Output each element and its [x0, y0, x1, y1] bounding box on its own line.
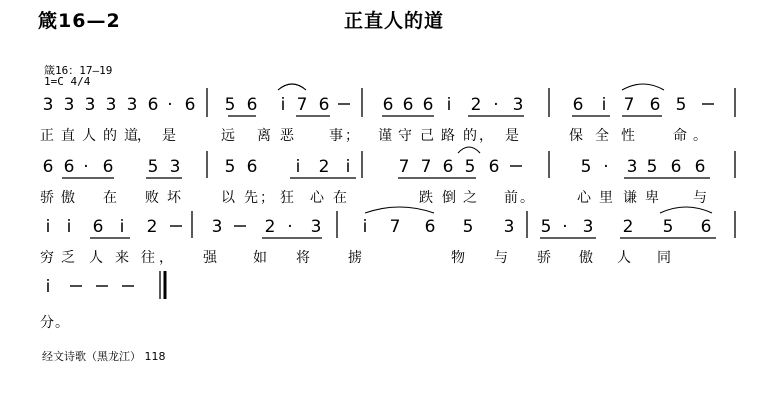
lyric-syllable: ，	[479, 128, 493, 144]
lyric-syllable: 同	[657, 250, 671, 266]
lyric-syllable: 守	[398, 128, 412, 144]
note: 3	[582, 217, 594, 237]
scripture-reference: 箴16：17—19	[44, 64, 113, 77]
note: 5	[675, 95, 687, 115]
lyric-syllable: 是	[505, 128, 519, 144]
lyric-syllable: ；	[260, 190, 274, 206]
note: 5	[540, 217, 552, 237]
note: 3	[503, 217, 515, 237]
lyric-syllable: 骄	[40, 190, 54, 206]
note: 6	[572, 95, 584, 115]
scripture-code: 箴16—2	[38, 10, 121, 32]
lyric-syllable: 之	[463, 190, 477, 206]
lyric-syllable: 直	[61, 128, 75, 144]
lyric-syllable: ，	[159, 250, 173, 266]
lyric-syllable: 以	[221, 190, 235, 206]
lyric-syllable: 倒	[442, 190, 456, 206]
note: ·	[562, 217, 568, 237]
note: i	[119, 217, 125, 237]
note: 3	[626, 157, 638, 177]
note: 3	[169, 157, 181, 177]
note: 2	[264, 217, 276, 237]
lyric-syllable: 狂	[280, 190, 294, 206]
note: 6	[318, 95, 330, 115]
lyric-syllable: 强	[203, 250, 217, 266]
lyric-syllable: 前	[504, 190, 518, 206]
note: 6	[184, 95, 196, 115]
lyric-syllable: 在	[333, 190, 347, 206]
note: 6	[246, 95, 258, 115]
lyric-syllable: 心	[310, 190, 324, 206]
note: 6	[382, 95, 394, 115]
slur	[660, 207, 712, 213]
note: i	[45, 277, 51, 297]
note: 2	[318, 157, 330, 177]
slur	[622, 84, 664, 90]
lyric-syllable: 败	[145, 190, 159, 206]
lyric-syllable: 人	[89, 250, 103, 266]
note: 6	[424, 217, 436, 237]
note: 7	[623, 95, 635, 115]
note: ·	[493, 95, 499, 115]
lyric-syllable: 如	[253, 250, 267, 266]
note: i	[295, 157, 301, 177]
note: i	[45, 217, 51, 237]
lyric-syllable: ，	[137, 128, 151, 144]
note: 6	[442, 157, 454, 177]
lyric-syllable: 离	[257, 128, 271, 144]
note: 6	[402, 95, 414, 115]
lyric-syllable: 。	[693, 128, 707, 144]
note: 5	[580, 157, 592, 177]
note: ·	[167, 95, 173, 115]
song-title: 正直人的道	[344, 10, 445, 32]
note: 6	[649, 95, 661, 115]
lyric-syllable: 命	[673, 128, 687, 144]
note: 7	[389, 217, 401, 237]
lyric-syllable: 跌	[419, 190, 433, 206]
note: ·	[287, 217, 293, 237]
lyric-syllable: 往	[141, 250, 155, 266]
note: 6	[92, 217, 104, 237]
note: 3	[512, 95, 524, 115]
slur	[458, 147, 480, 153]
lyric-syllable: 傲	[61, 190, 75, 206]
lyric-syllable: 远	[221, 128, 235, 144]
note: i	[362, 217, 368, 237]
lyric-syllable: 恶	[280, 128, 294, 144]
lyric-syllable: 人	[617, 250, 631, 266]
note: 5	[646, 157, 658, 177]
note: 7	[420, 157, 432, 177]
lyric-syllable: 道	[124, 128, 138, 144]
note: 2	[470, 95, 482, 115]
lyric-syllable: ；	[345, 128, 359, 144]
note: 6	[694, 157, 706, 177]
lyric-syllable: 全	[595, 128, 609, 144]
note: 3	[310, 217, 322, 237]
lyric-syllable: 事	[329, 128, 343, 144]
lyric-syllable: 在	[103, 190, 117, 206]
lyric-syllable: 保	[569, 128, 583, 144]
lyric-syllable: 性	[621, 128, 635, 144]
note: i	[280, 95, 286, 115]
note: 3	[105, 95, 117, 115]
note: 5	[464, 157, 476, 177]
note: 6	[63, 157, 75, 177]
note: 6	[102, 157, 114, 177]
note: 6	[42, 157, 54, 177]
lyric-syllable: 谦	[623, 190, 637, 206]
note: 5	[224, 95, 236, 115]
lyric-syllable: 。	[55, 315, 69, 331]
note: 7	[398, 157, 410, 177]
note: 3	[126, 95, 138, 115]
note: 6	[147, 95, 159, 115]
lyric-syllable: 坏	[167, 190, 181, 206]
lyric-syllable: 将	[296, 250, 310, 266]
note: 6	[670, 157, 682, 177]
note: 6	[422, 95, 434, 115]
note: i	[345, 157, 351, 177]
note: i	[601, 95, 607, 115]
note: 3	[84, 95, 96, 115]
lyric-syllable: 里	[599, 190, 613, 206]
note: 6	[700, 217, 712, 237]
note: ·	[603, 157, 609, 177]
lyric-syllable: 傲	[579, 250, 593, 266]
lyric-syllable: 正	[40, 128, 54, 144]
note: 3	[211, 217, 223, 237]
note: 2	[146, 217, 158, 237]
note: 2	[622, 217, 634, 237]
lyric-syllable: 人	[82, 128, 96, 144]
note: ·	[83, 157, 89, 177]
slur	[278, 84, 306, 90]
note: 5	[662, 217, 674, 237]
lyric-syllable: 卑	[645, 190, 659, 206]
lyric-syllable: 是	[162, 128, 176, 144]
source-citation: 经文诗歌（黑龙江） 118	[42, 350, 166, 363]
note: 3	[42, 95, 54, 115]
note: 5	[462, 217, 474, 237]
lyric-syllable: 谨	[378, 128, 392, 144]
lyric-syllable: 的	[463, 128, 477, 144]
lyric-syllable: 物	[451, 250, 465, 266]
lyric-syllable: 分	[40, 315, 54, 331]
key-signature: 1=C 4/4	[44, 75, 91, 88]
note: i	[66, 217, 72, 237]
lyric-syllable: 先	[244, 190, 258, 206]
lyric-syllable: 掳	[348, 250, 362, 266]
lyric-syllable: 的	[103, 128, 117, 144]
lyric-syllable: 穷	[40, 250, 54, 266]
lyric-syllable: 己	[420, 128, 434, 144]
note: i	[446, 95, 452, 115]
note: 6	[488, 157, 500, 177]
note: 7	[296, 95, 308, 115]
note: 6	[246, 157, 258, 177]
lyric-syllable: 骄	[537, 250, 551, 266]
note: 5	[224, 157, 236, 177]
lyric-syllable: 心	[577, 190, 591, 206]
lyric-syllable: 乏	[61, 250, 75, 266]
lyric-syllable: 路	[441, 128, 455, 144]
lyric-syllable: 与	[494, 250, 508, 266]
note: 3	[63, 95, 75, 115]
lyric-syllable: 与	[693, 190, 707, 206]
note: 5	[147, 157, 159, 177]
lyric-syllable: 来	[115, 250, 129, 266]
slur	[365, 207, 434, 213]
lyric-syllable: 。	[520, 190, 534, 206]
